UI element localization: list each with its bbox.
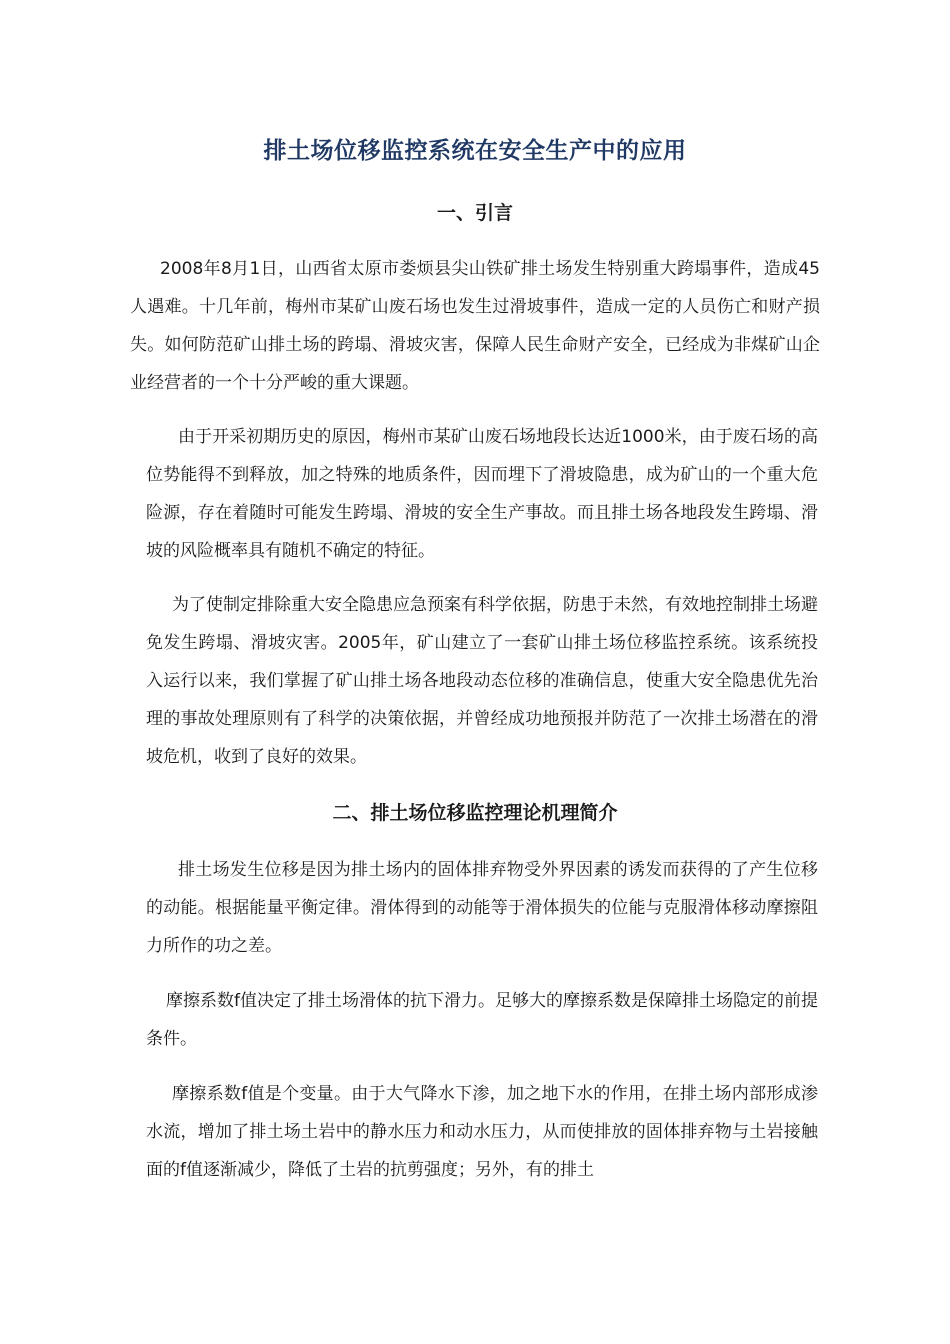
- section-heading-theory: 二、排土场位移监控理论机理简介: [332, 802, 618, 824]
- paragraph-intro-2: 由于开采初期历史的原因，梅州市某矿山废石场地段长达近1000米，由于废石场的高位势能得不到释放，加之特殊的地质条件，因而埋下了滑坡隐患，成为矿山的一个重大危险源，存在着随时可能发生跨塌、滑坡的安全生产事故。而且排土场各地段发生跨塌、滑坡的风险概率具有随机不确定的特征。: [146, 427, 818, 561]
- paragraph-intro-1: 2008年8月1日，山西省太原市娄烦县尖山铁矿排土场发生特别重大跨塌事件，造成45人遇难。十几年前，梅州市某矿山废石场也发生过滑坡事件，造成一定的人员伤亡和财产损失。如何防范矿山排土场的跨塌、滑坡灾害，保障人民生命财产安全，已经成为非煤矿山企业经营者的一个十分严峻的重大课题。: [130, 259, 820, 393]
- section-heading-introduction: 一、引言: [436, 202, 513, 224]
- document-title: 排土场位移监控系统在安全生产中的应用: [263, 138, 687, 164]
- paragraph-theory-2: 摩擦系数f值决定了排土场滑体的抗下滑力。足够大的摩擦系数是保障排土场隐定的前提条件。: [146, 991, 818, 1049]
- paragraph-intro-3: 为了使制定排除重大安全隐患应急预案有科学依据，防患于未然，有效地控制排土场避免发生跨塌、滑坡灾害。2005年，矿山建立了一套矿山排土场位移监控系统。该系统投入运行以来，我们掌握了矿山排土场各地段动态位移的准确信息，使重大安全隐患优先治理的事故处理原则有了科学的决策依据，并曾经成功地预报并防范了一次排土场潜在的滑坡危机，收到了良好的效果。: [146, 595, 818, 767]
- paragraph-theory-1: 排土场发生位移是因为排土场内的固体排弃物受外界因素的诱发而获得的了产生位移的动能。根据能量平衡定律。滑体得到的动能等于滑体损失的位能与克服滑体移动摩擦阻力所作的功之差。: [146, 860, 818, 956]
- paragraph-theory-3: 摩擦系数f值是个变量。由于大气降水下渗，加之地下水的作用，在排土场内部形成渗水流，增加了排土场土岩中的静水压力和动水压力，从而使排放的固体排弃物与土岩接触面的f值逐渐减少，降低了土岩的抗剪强度；另外，有的排土: [146, 1084, 818, 1180]
